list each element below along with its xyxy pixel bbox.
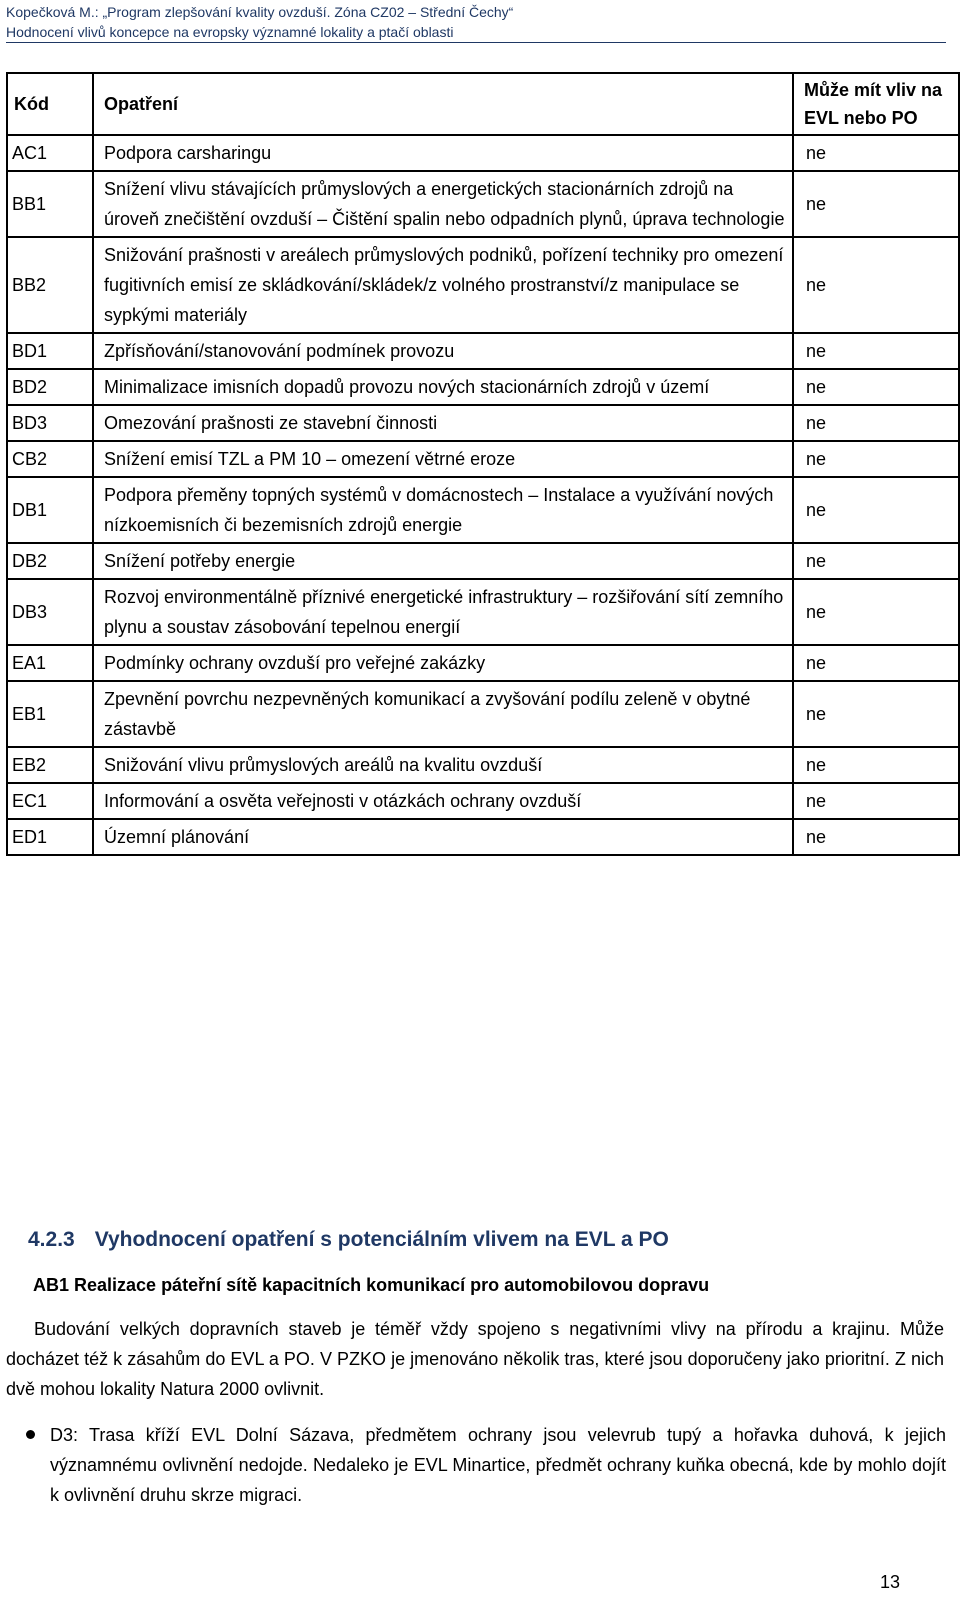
- row-code: CB2: [7, 441, 93, 477]
- header-impact: Může mít vliv na EVL nebo PO: [793, 73, 959, 135]
- running-header-line-1: Kopečková M.: „Program zlepšování kvality ovzduší. Zóna CZ02 – Střední Čechy“: [6, 4, 514, 20]
- section-number: 4.2.3: [28, 1228, 75, 1251]
- table-row: [7, 237, 959, 333]
- row-measure: Snížení vlivu stávajících průmyslových a energetických stacionárních zdrojů na úroveň znečištění ovzduší – Čištění spalin nebo odpadních plynů, úprava technologie: [93, 171, 793, 237]
- row-code: BD2: [7, 369, 93, 405]
- header-code: Kód: [7, 73, 93, 135]
- bullet-list: [50, 1420, 946, 1510]
- table-row: [7, 369, 959, 405]
- table-row: [7, 405, 959, 441]
- row-measure: Zpřísňování/stanovování podmínek provozu: [93, 333, 793, 369]
- row-measure: Zpevnění povrchu nezpevněných komunikací a zvyšování podílu zeleně v obytné zástavbě: [93, 681, 793, 747]
- table-row: [7, 819, 959, 855]
- row-measure: Podpora carsharingu: [93, 135, 793, 171]
- row-impact-value: ne: [793, 477, 959, 543]
- row-impact-value: ne: [793, 369, 959, 405]
- table-row: [7, 579, 959, 645]
- row-code: EB1: [7, 681, 93, 747]
- table-row: [7, 333, 959, 369]
- table-row: [7, 543, 959, 579]
- table-row: [7, 171, 959, 237]
- row-impact-value: ne: [793, 819, 959, 855]
- row-code: EC1: [7, 783, 93, 819]
- row-measure: Minimalizace imisních dopadů provozu nových stacionárních zdrojů v území: [93, 369, 793, 405]
- row-measure: Snížení potřeby energie: [93, 543, 793, 579]
- table-row: [7, 783, 959, 819]
- header-measure: Opatření: [93, 73, 793, 135]
- row-impact-value: ne: [793, 783, 959, 819]
- row-measure: Podmínky ochrany ovzduší pro veřejné zakázky: [93, 645, 793, 681]
- row-measure: Snižování prašnosti v areálech průmyslových podniků, pořízení techniky pro omezení fugitivních emisí ze skládkování/skládek/z volného prostranství/z manipulace se sypkými materiály: [93, 237, 793, 333]
- row-impact-value: ne: [793, 237, 959, 333]
- section-heading: [28, 1228, 669, 1252]
- table-row: [7, 681, 959, 747]
- row-impact-value: ne: [793, 681, 959, 747]
- row-impact-value: ne: [793, 543, 959, 579]
- row-impact-value: ne: [793, 579, 959, 645]
- row-impact-value: ne: [793, 405, 959, 441]
- subsection-heading: AB1 Realizace páteřní sítě kapacitních komunikací pro automobilovou dopravu: [33, 1275, 710, 1295]
- body-paragraph: Budování velkých dopravních staveb je téměř vždy spojeno s negativními vlivy na přírodu a krajinu. Může docházet též k zásahům do EVL a PO. V PZKO je jmenováno několik tras, které jsou doporučeny jako prioritní. Z nich dvě mohou lokality Natura 2000 ovlivnit.: [6, 1319, 944, 1399]
- row-measure: Rozvoj environmentálně příznivé energetické infrastruktury – rozšiřování sítí zemního plynu a soustav zásobování tepelnou energií: [93, 579, 793, 645]
- row-measure: Snižování vlivu průmyslových areálů na kvalitu ovzduší: [93, 747, 793, 783]
- row-code: AC1: [7, 135, 93, 171]
- row-impact-value: ne: [793, 171, 959, 237]
- table-row: [7, 477, 959, 543]
- running-header: [6, 2, 946, 43]
- table-row: [7, 645, 959, 681]
- row-measure: Územní plánování: [93, 819, 793, 855]
- row-code: EA1: [7, 645, 93, 681]
- row-code: DB2: [7, 543, 93, 579]
- running-header-line-2: Hodnocení vlivů koncepce na evropsky významné lokality a ptačí oblasti: [6, 24, 454, 40]
- row-code: BD3: [7, 405, 93, 441]
- row-code: BB1: [7, 171, 93, 237]
- table-row: [7, 441, 959, 477]
- table-header-row: [7, 73, 959, 135]
- row-code: DB3: [7, 579, 93, 645]
- row-measure: Omezování prašnosti ze stavební činnosti: [93, 405, 793, 441]
- row-impact-value: ne: [793, 747, 959, 783]
- row-impact-value: ne: [793, 333, 959, 369]
- page-number: 13: [879, 1572, 900, 1592]
- row-code: BB2: [7, 237, 93, 333]
- row-measure: Snížení emisí TZL a PM 10 – omezení větrné eroze: [93, 441, 793, 477]
- table-row: [7, 135, 959, 171]
- row-measure: Podpora přeměny topných systémů v domácnostech – Instalace a využívání nových nízkoemisních či bezemisních zdrojů energie: [93, 477, 793, 543]
- bullet-text: D3: Trasa kříží EVL Dolní Sázava, předmětem ochrany jsou velevrub tupý a hořavka duhová, k jejich významnému ovlivnění nedojde. Nedaleko je EVL Minartice, předmět ochrany kuňka obecná, kde by mohlo dojít k ovlivnění druhu skrze migraci.: [50, 1425, 946, 1505]
- section-title: Vyhodnocení opatření s potenciálním vlivem na EVL a PO: [94, 1228, 669, 1251]
- bullet-icon: [26, 1430, 35, 1439]
- row-code: EB2: [7, 747, 93, 783]
- row-code: ED1: [7, 819, 93, 855]
- table-body: [7, 135, 959, 855]
- table-row: [7, 747, 959, 783]
- row-code: DB1: [7, 477, 93, 543]
- measures-table: [6, 72, 960, 856]
- row-impact-value: ne: [793, 645, 959, 681]
- row-measure: Informování a osvěta veřejnosti v otázkách ochrany ovzduší: [93, 783, 793, 819]
- row-impact-value: ne: [793, 441, 959, 477]
- row-code: BD1: [7, 333, 93, 369]
- row-impact-value: ne: [793, 135, 959, 171]
- list-item: [50, 1420, 946, 1510]
